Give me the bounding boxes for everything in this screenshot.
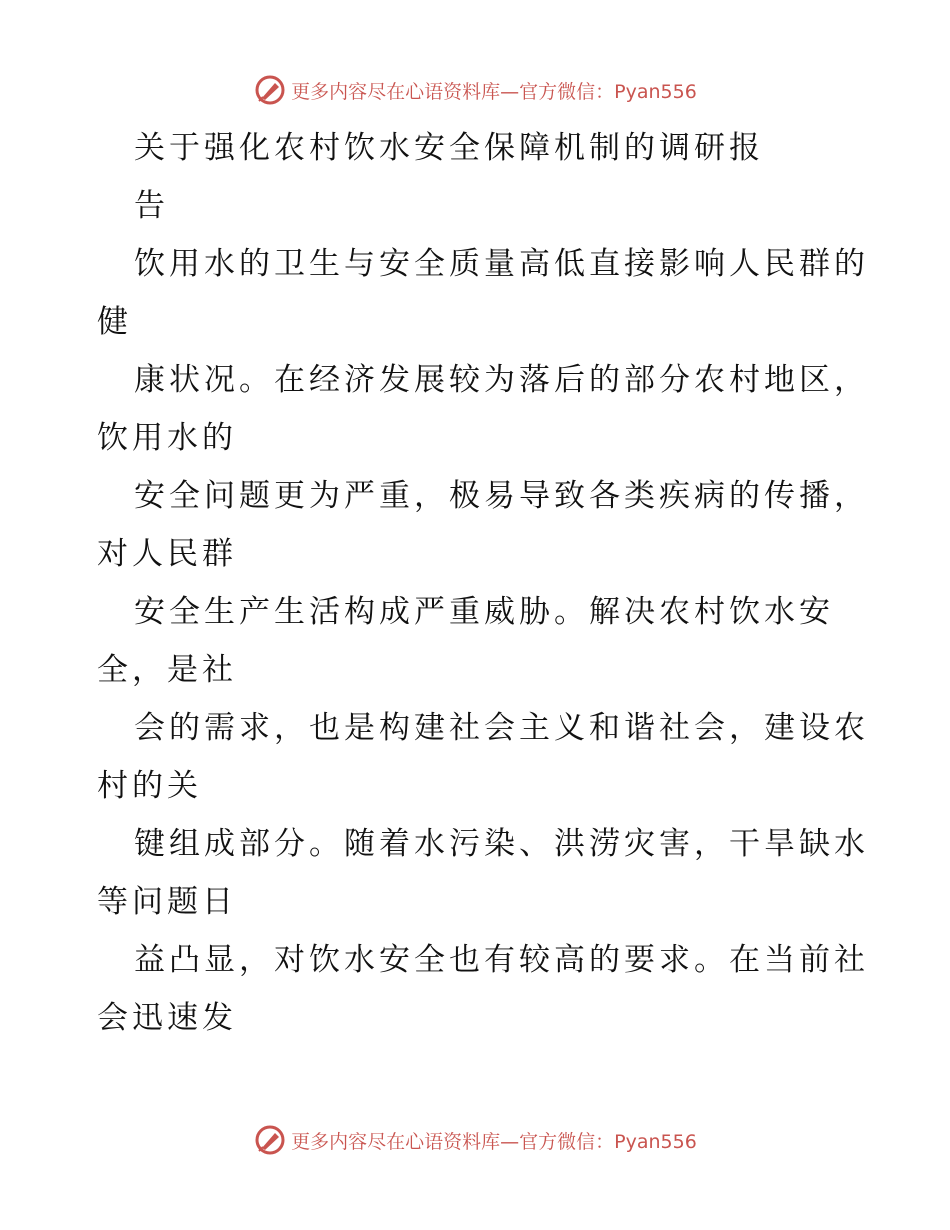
- paragraph-line: 会迅速发: [97, 1000, 237, 1036]
- paragraph-line: 康状况。在经济发展较为落后的部分农村地区，: [134, 362, 869, 398]
- document-title-line: 关于强化农村饮水安全保障机制的调研报: [134, 130, 764, 166]
- paragraph-line: 键组成部分。随着水污染、洪涝灾害，干旱缺水: [134, 826, 869, 862]
- paragraph-line: 安全问题更为严重，极易导致各类疾病的传播，: [134, 478, 869, 514]
- paragraph-line: 会的需求，也是构建社会主义和谐社会，建设农: [134, 710, 869, 746]
- footer-watermark: [0, 1120, 950, 1160]
- paragraph-line: 等问题日: [97, 884, 237, 920]
- paragraph-line: 饮用水的卫生与安全质量高低直接影响人民群的: [134, 246, 869, 282]
- watermark-text: 更多内容尽在心语资料库—官方微信：Pyan556: [291, 80, 697, 103]
- paragraph-line: 饮用水的: [97, 420, 237, 456]
- paragraph-line: 全，是社: [97, 652, 237, 688]
- pen-nib-logo-icon: [253, 1123, 287, 1157]
- paragraph-line: 村的关: [97, 768, 202, 804]
- paragraph-line: 益凸显，对饮水安全也有较高的要求。在当前社: [134, 942, 869, 978]
- paragraph-line: 健: [97, 304, 132, 340]
- pen-nib-logo-icon: [253, 73, 287, 107]
- document-title-line: 告: [134, 188, 169, 224]
- watermark-text: 更多内容尽在心语资料库—官方微信：Pyan556: [291, 1130, 697, 1153]
- paragraph-line: 安全生产生活构成严重威胁。解决农村饮水安: [134, 594, 834, 630]
- header-watermark: [0, 70, 950, 110]
- paragraph-line: 对人民群: [97, 536, 237, 572]
